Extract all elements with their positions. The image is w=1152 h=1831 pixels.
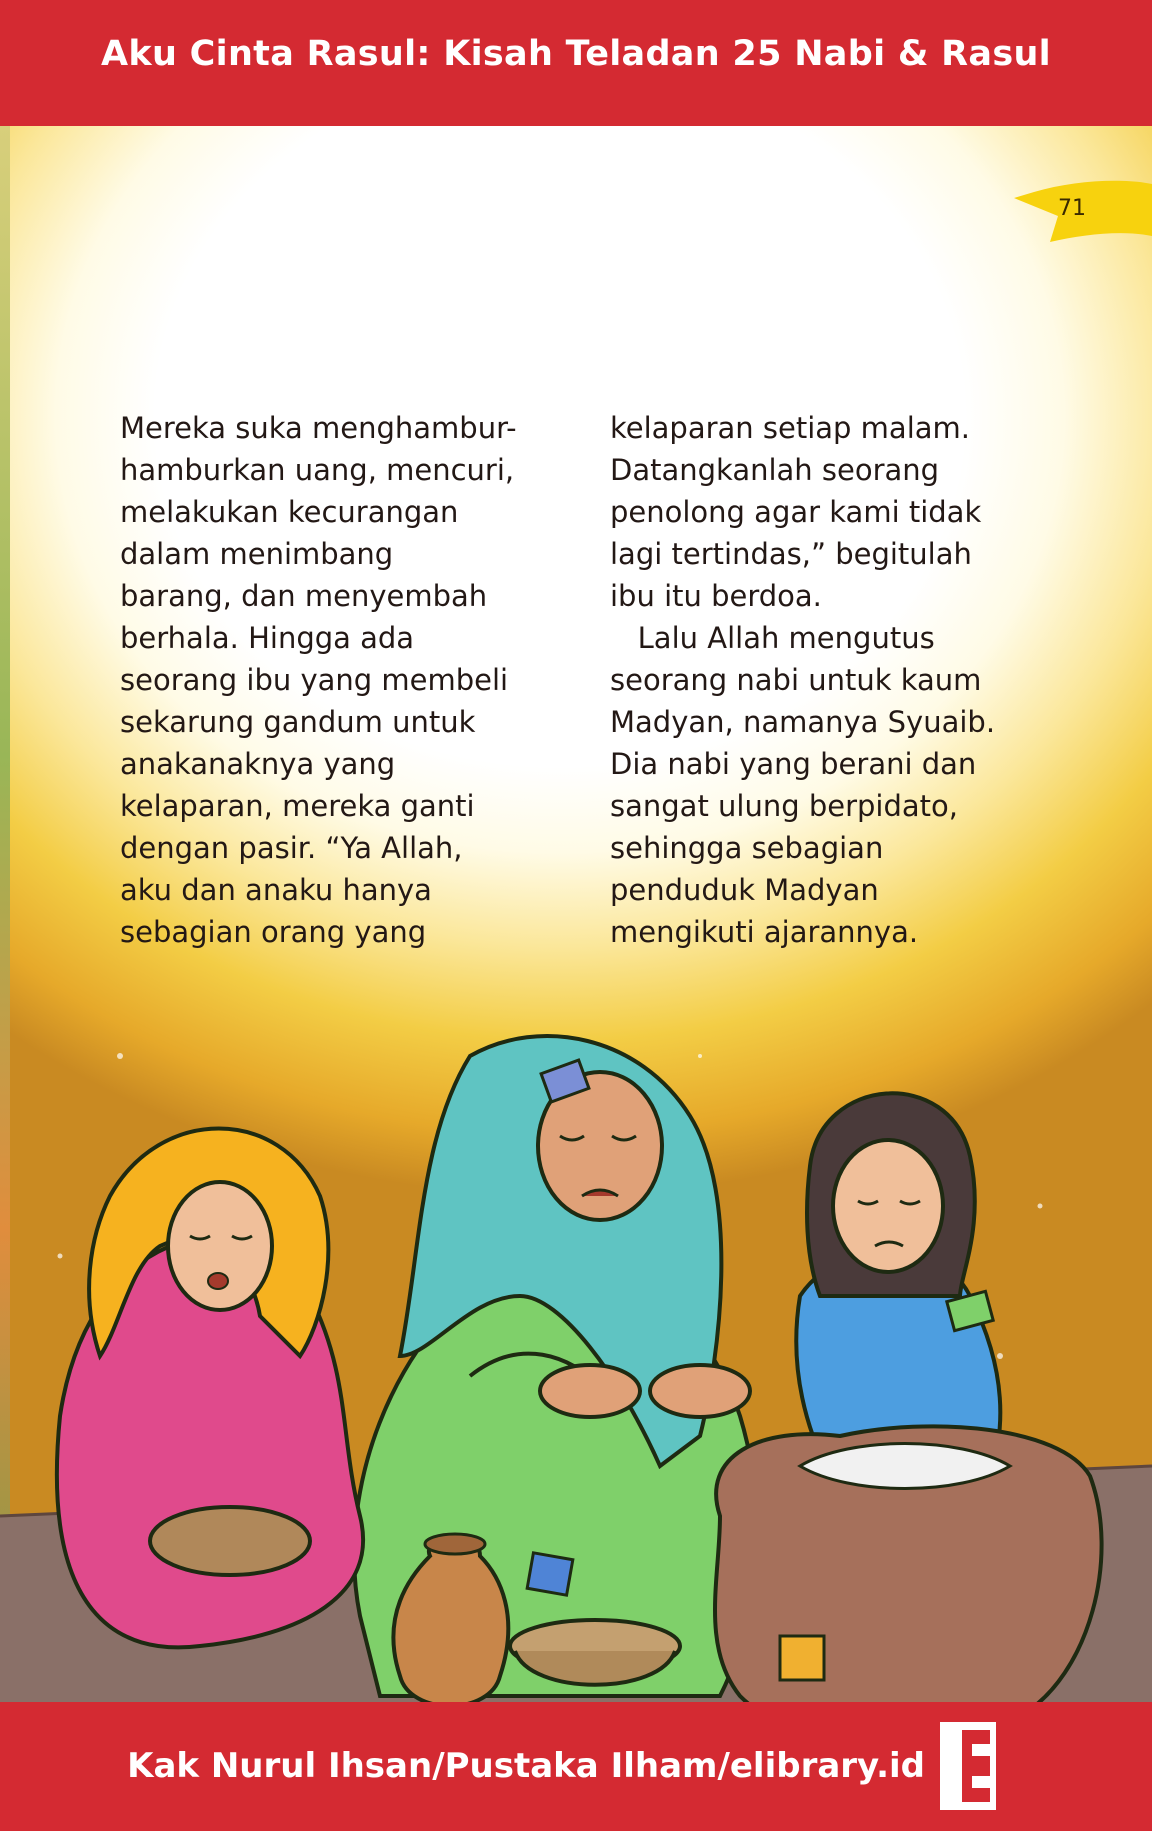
text-line: sehingga sebagian (610, 831, 884, 865)
text-line: penduduk Madyan (610, 873, 879, 907)
text-line: sangat ulung berpidato, (610, 789, 958, 823)
text-line: dalam menimbang (120, 537, 394, 571)
text-line: kelaparan setiap malam. (610, 411, 970, 445)
page-number: 71 (1058, 196, 1086, 221)
elibrary-logo-icon (940, 1722, 996, 1810)
text-line: Mereka suka menghambur- (120, 411, 517, 445)
text-line: penolong agar kami tidak (610, 495, 982, 529)
text-line: seorang ibu yang membeli (120, 663, 509, 697)
text-line: barang, dan menyembah (120, 579, 488, 613)
footer-bar (0, 1702, 1152, 1831)
text-line: Datangkanlah seorang (610, 453, 940, 487)
text-line: seorang nabi untuk kaum (610, 663, 982, 697)
text-column-left (120, 407, 560, 953)
text-line: lagi tertindas,” begitulah (610, 537, 972, 571)
story-illustration (0, 996, 1152, 1702)
text-line: anakanaknya yang (120, 747, 396, 781)
text-line: kelaparan, mereka ganti (120, 789, 475, 823)
text-line: sebagian orang yang (120, 915, 427, 949)
girl-figure (57, 1129, 363, 1648)
text-line: aku dan anaku hanya (120, 873, 432, 907)
book-title: Aku Cinta Rasul: Kisah Teladan 25 Nabi & Rasul (101, 34, 1051, 74)
text-line: ibu itu berdoa. (610, 579, 822, 613)
header-bar (0, 0, 1152, 126)
text-line: Lalu Allah mengutus (610, 621, 935, 655)
text-line: mengikuti ajarannya. (610, 915, 919, 949)
text-line: Madyan, namanya Syuaib. (610, 705, 996, 739)
text-line: Dia nabi yang berani dan (610, 747, 977, 781)
text-line: hamburkan uang, mencuri, (120, 453, 515, 487)
text-column-right (610, 407, 1050, 953)
text-line: melakukan kecurangan (120, 495, 459, 529)
text-line: dengan pasir. “Ya Allah, (120, 831, 463, 865)
text-line: berhala. Hingga ada (120, 621, 415, 655)
boy-figure (796, 1093, 1000, 1476)
wheat-sack (715, 1426, 1102, 1702)
footer-credit: Kak Nurul Ihsan/Pustaka Ilham/elibrary.id (127, 1746, 925, 1786)
story-page (0, 126, 1152, 1702)
text-line: sekarung gandum untuk (120, 705, 476, 739)
